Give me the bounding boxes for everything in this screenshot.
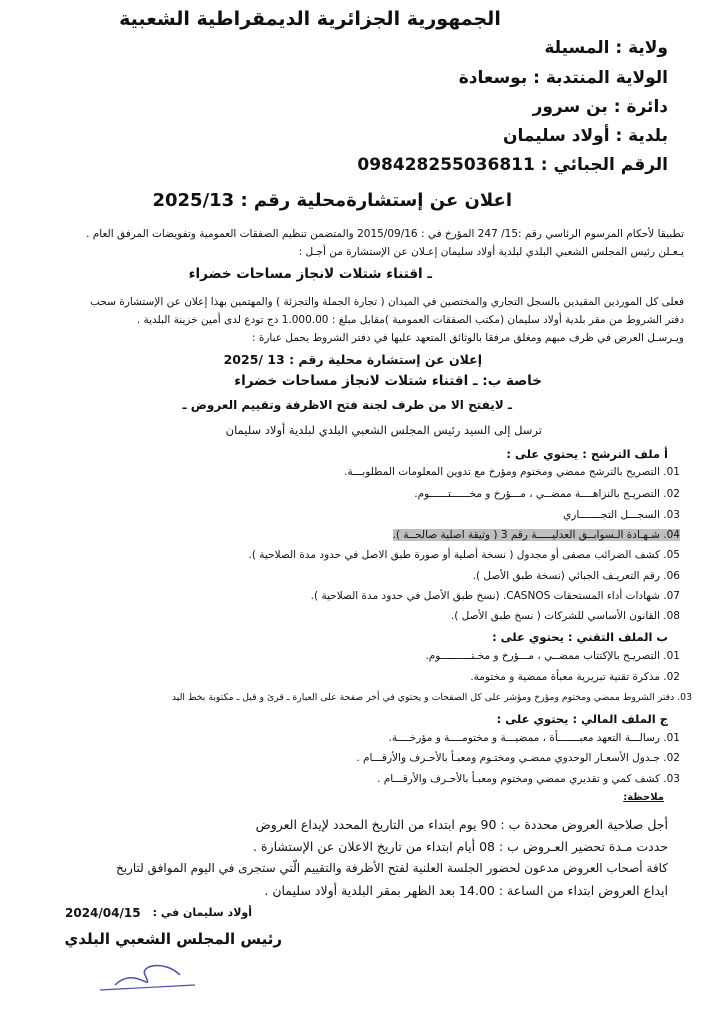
- envelope-line-3: ـ لايفتح الا من طرف لجنة فتح الاظرفة وتقييم العروض ـ: [182, 398, 512, 412]
- section-a-item: 07. شهادات أداء المستحقات CASNOS. (نسخ طبق الأصل في حدود مدة الصلاحية ).: [310, 590, 680, 602]
- wilaya-line: ولاية : المسيلة: [544, 38, 668, 58]
- intro-announce-line: يـعـلن رئيس المجلس الشعبي البلدي لبلدية أولاد سليمان إعـلان عن الإستشارة من أجـل :: [298, 246, 684, 258]
- section-a-item: 02. التصريـح بالنزاهــــة ممضــي ، مـــؤرخ و مخــــــتــــــوم.: [414, 488, 680, 500]
- intro-legal-line: تطبيقا لأحكام المرسوم الرئاسي رقم :15/ 247 المؤرخ في : 2015/09/16 والمتضمن تنظيم الصفقات العمومية وتفويضات المرفق العام .: [86, 228, 684, 240]
- sign-date: 2024/04/15: [65, 906, 141, 920]
- notes-label: ملاحظة:: [623, 792, 664, 803]
- preparation-note: حددت مـدة تحضير العـروض ب : 08 أيام ابتداء من تاريخ الاعلان عن الإستشارة .: [253, 839, 668, 854]
- commune-line: بلدية : أولاد سليمان: [502, 126, 668, 146]
- envelope-line-4: ترسل إلى السيد رئيس المجلس الشعبي البلدي لبلدية أولاد سليمان: [225, 423, 542, 437]
- section-a-item: 05. كشف الضرائب مصفى أو مجدول ( نسخة أصلية أو صورة طبق الاصل في حدود مدة الصلاحية ).: [248, 549, 680, 561]
- republic-title: الجمهورية الجزائرية الديمقراطية الشعبية: [119, 8, 501, 30]
- section-a-item: 04. شـهـادة الـسوابــق العدليـــــة رقم 3 ( وثيقة اصلية صالحــة ).: [392, 529, 680, 541]
- deposit-time-note: ايداع العروض ابتداء من الساعة : 14.00 بعد الظهر بمقر البلدية أولاد سليمان .: [264, 883, 668, 898]
- section-c-item: 02. جـدول الأسعـار الوحدوي ممضـي ومختـوم ومعبـأ بالأحـرف والأرقـــام .: [356, 752, 680, 764]
- section-b-item: 01. التصريـح بالإكتتاب ممضــي ، مـــؤرخ و مخـتــــــــــوم.: [425, 650, 680, 662]
- envelope-line-1: إعلان عن إستشارة محلية رقم : 13 /2025: [223, 352, 482, 367]
- section-a-item: 06. رقم التعريـف الجبائي (نسخة طبق الأصل ).: [472, 570, 680, 582]
- delegated-wilaya-line: الولاية المنتدبة : بوسعادة: [458, 68, 668, 88]
- section-a-item: 01. التصريح بالترشح ممضي ومختوم ومؤرخ مع تدوين المعلومات المطلوبـــة.: [344, 466, 680, 478]
- section-b-item: 03. دفتر الشروط ممضي ومختوم ومؤرخ ومؤشر على كل الصفحات و يحتوي في أخر صفحة على العبارة ـ قرئ و قبل ـ مكتوبة بخط اليد: [171, 692, 692, 703]
- place-date-label: أولاد سليمان في :: [152, 906, 252, 919]
- validity-note: أجل صلاحية العروض محددة ب : 90 يوم ابتداء من التاريخ المحدد لإيداع العروض: [255, 817, 668, 832]
- opening-invite-note: كافة أصحاب العروض مدعون لحضور الجلسة العلنية لفتح الأظرفة والتقييم الّتي ستجرى في اليوم الموافق لتاريخ: [115, 861, 668, 875]
- signatory-title: رئيس المجلس الشعبي البلدي: [64, 930, 282, 948]
- body-paragraph-3: ويـرسـل العرض في ظرف مبهم ومغلق مرفقا بالوثائق المتعهد عليها في دفتر الشروط يحمل عبارة :: [251, 332, 684, 344]
- body-paragraph-2: دفتر الشروط من مقر بلدية أولاد سليمان (مكتب الصفقات العمومية )مقابل مبلغ : 1.000.00 دج تودع لدى أمين خزينة البلدية .: [136, 314, 684, 326]
- daira-line: دائرة : بن سرور: [532, 97, 668, 117]
- tax-number-line: الرقم الجبائي : 09842825503681‍1: [357, 155, 668, 175]
- section-b-heading: ب الملف التقني : يحتوي على :: [492, 630, 668, 644]
- section-a-item: 03. السجـــل التجـــــــاري: [563, 509, 680, 521]
- body-paragraph-1: فعلى كل الموردين المقيدين بالسجل التجاري والمختصين في الميدان ( تجارة الجملة والتجزئة ) والمهتمين بهذا إعلان عن الإستشارة سحب: [90, 296, 684, 308]
- announcement-title: اعلان عن إستشارةمحلية رقم : 2025/13: [152, 190, 512, 211]
- section-c-heading: ج الملف المالي : يحتوي على :: [496, 712, 668, 726]
- section-a-item: 08. القانون الأساسي للشركات ( نسخ طبق الأصل ).: [450, 610, 680, 622]
- subject-title: ـ اقتناء شتلات لانجاز مساحات خضراء: [188, 266, 432, 282]
- signature-scribble: [95, 955, 205, 1005]
- section-b-item: 02. مذكرة تقنية تبريرية معبأة ممضية و مختومة.: [470, 671, 680, 683]
- section-a-heading: أ ملف الترشح : يحتوي على :: [506, 447, 668, 461]
- envelope-line-2: خاصة ب: ـ اقتناء شتلات لانجاز مساحات خضراء: [234, 373, 542, 389]
- section-c-item: 01. رسالـــة التعهد معبـــــــأة ، ممضيـــة و مختومــــة و مؤرخــــة.: [388, 732, 680, 744]
- section-c-item: 03. كشف كمي و تقديري ممضي ومختوم ومعبـأ بالأحـرف والأرقـــام .: [377, 773, 680, 785]
